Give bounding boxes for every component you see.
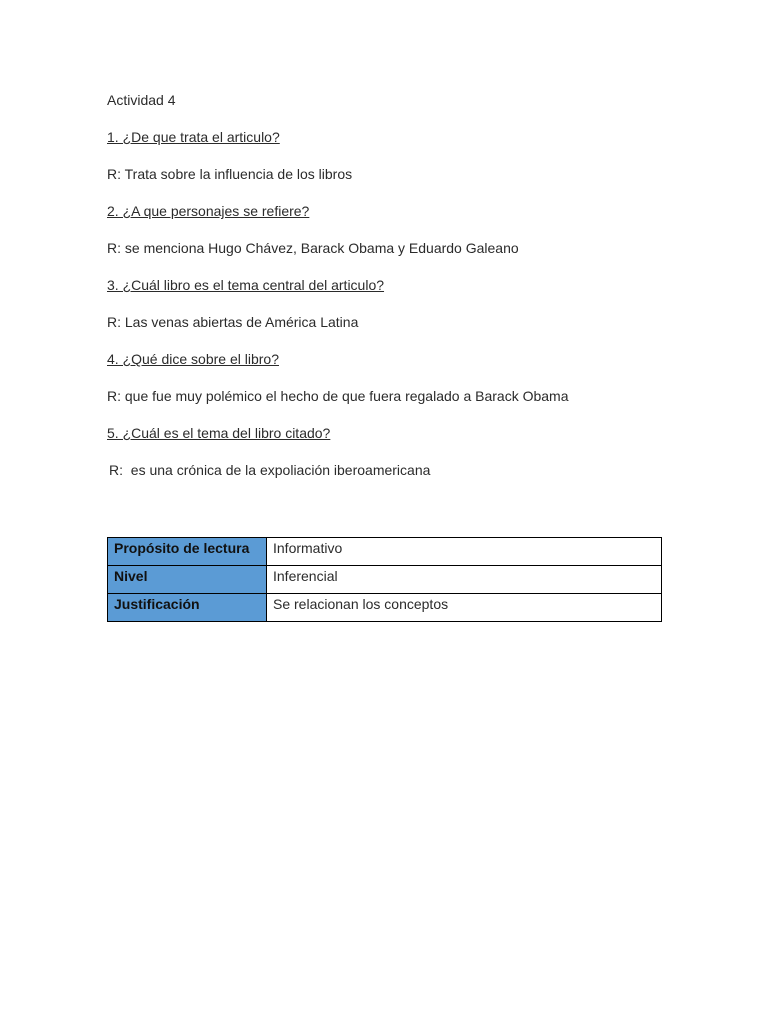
table-row [108, 594, 662, 622]
table-value-cell: Inferencial [267, 566, 662, 594]
answer-4: R: que fue muy polémico el hecho de que fuera regalado a Barack Obama [107, 388, 569, 404]
answer-3: R: Las venas abiertas de América Latina [107, 314, 359, 330]
question-4: 4. ¿Qué dice sobre el libro? [107, 351, 279, 367]
answer-1: R: Trata sobre la influencia de los libros [107, 166, 353, 182]
table-label-cell: Nivel [108, 566, 267, 594]
answer-5: R: es una crónica de la expoliación iberoamericana [109, 462, 431, 478]
table-row [108, 566, 662, 594]
table-value-cell: Informativo [267, 538, 662, 566]
table-row [108, 538, 662, 566]
question-3: 3. ¿Cuál libro es el tema central del articulo? [107, 277, 385, 293]
table-value-cell: Se relacionan los conceptos [267, 594, 662, 622]
question-2: 2. ¿A que personajes se refiere? [107, 203, 310, 219]
table-label-cell: Propósito de lectura [108, 538, 267, 566]
document-title: Actividad 4 [107, 92, 176, 108]
answer-2: R: se menciona Hugo Chávez, Barack Obama y Eduardo Galeano [107, 240, 519, 256]
question-5: 5. ¿Cuál es el tema del libro citado? [107, 425, 331, 441]
question-1: 1. ¿De que trata el articulo? [107, 129, 280, 145]
reading-purpose-table [107, 537, 662, 622]
table-label-cell: Justificación [108, 594, 267, 622]
